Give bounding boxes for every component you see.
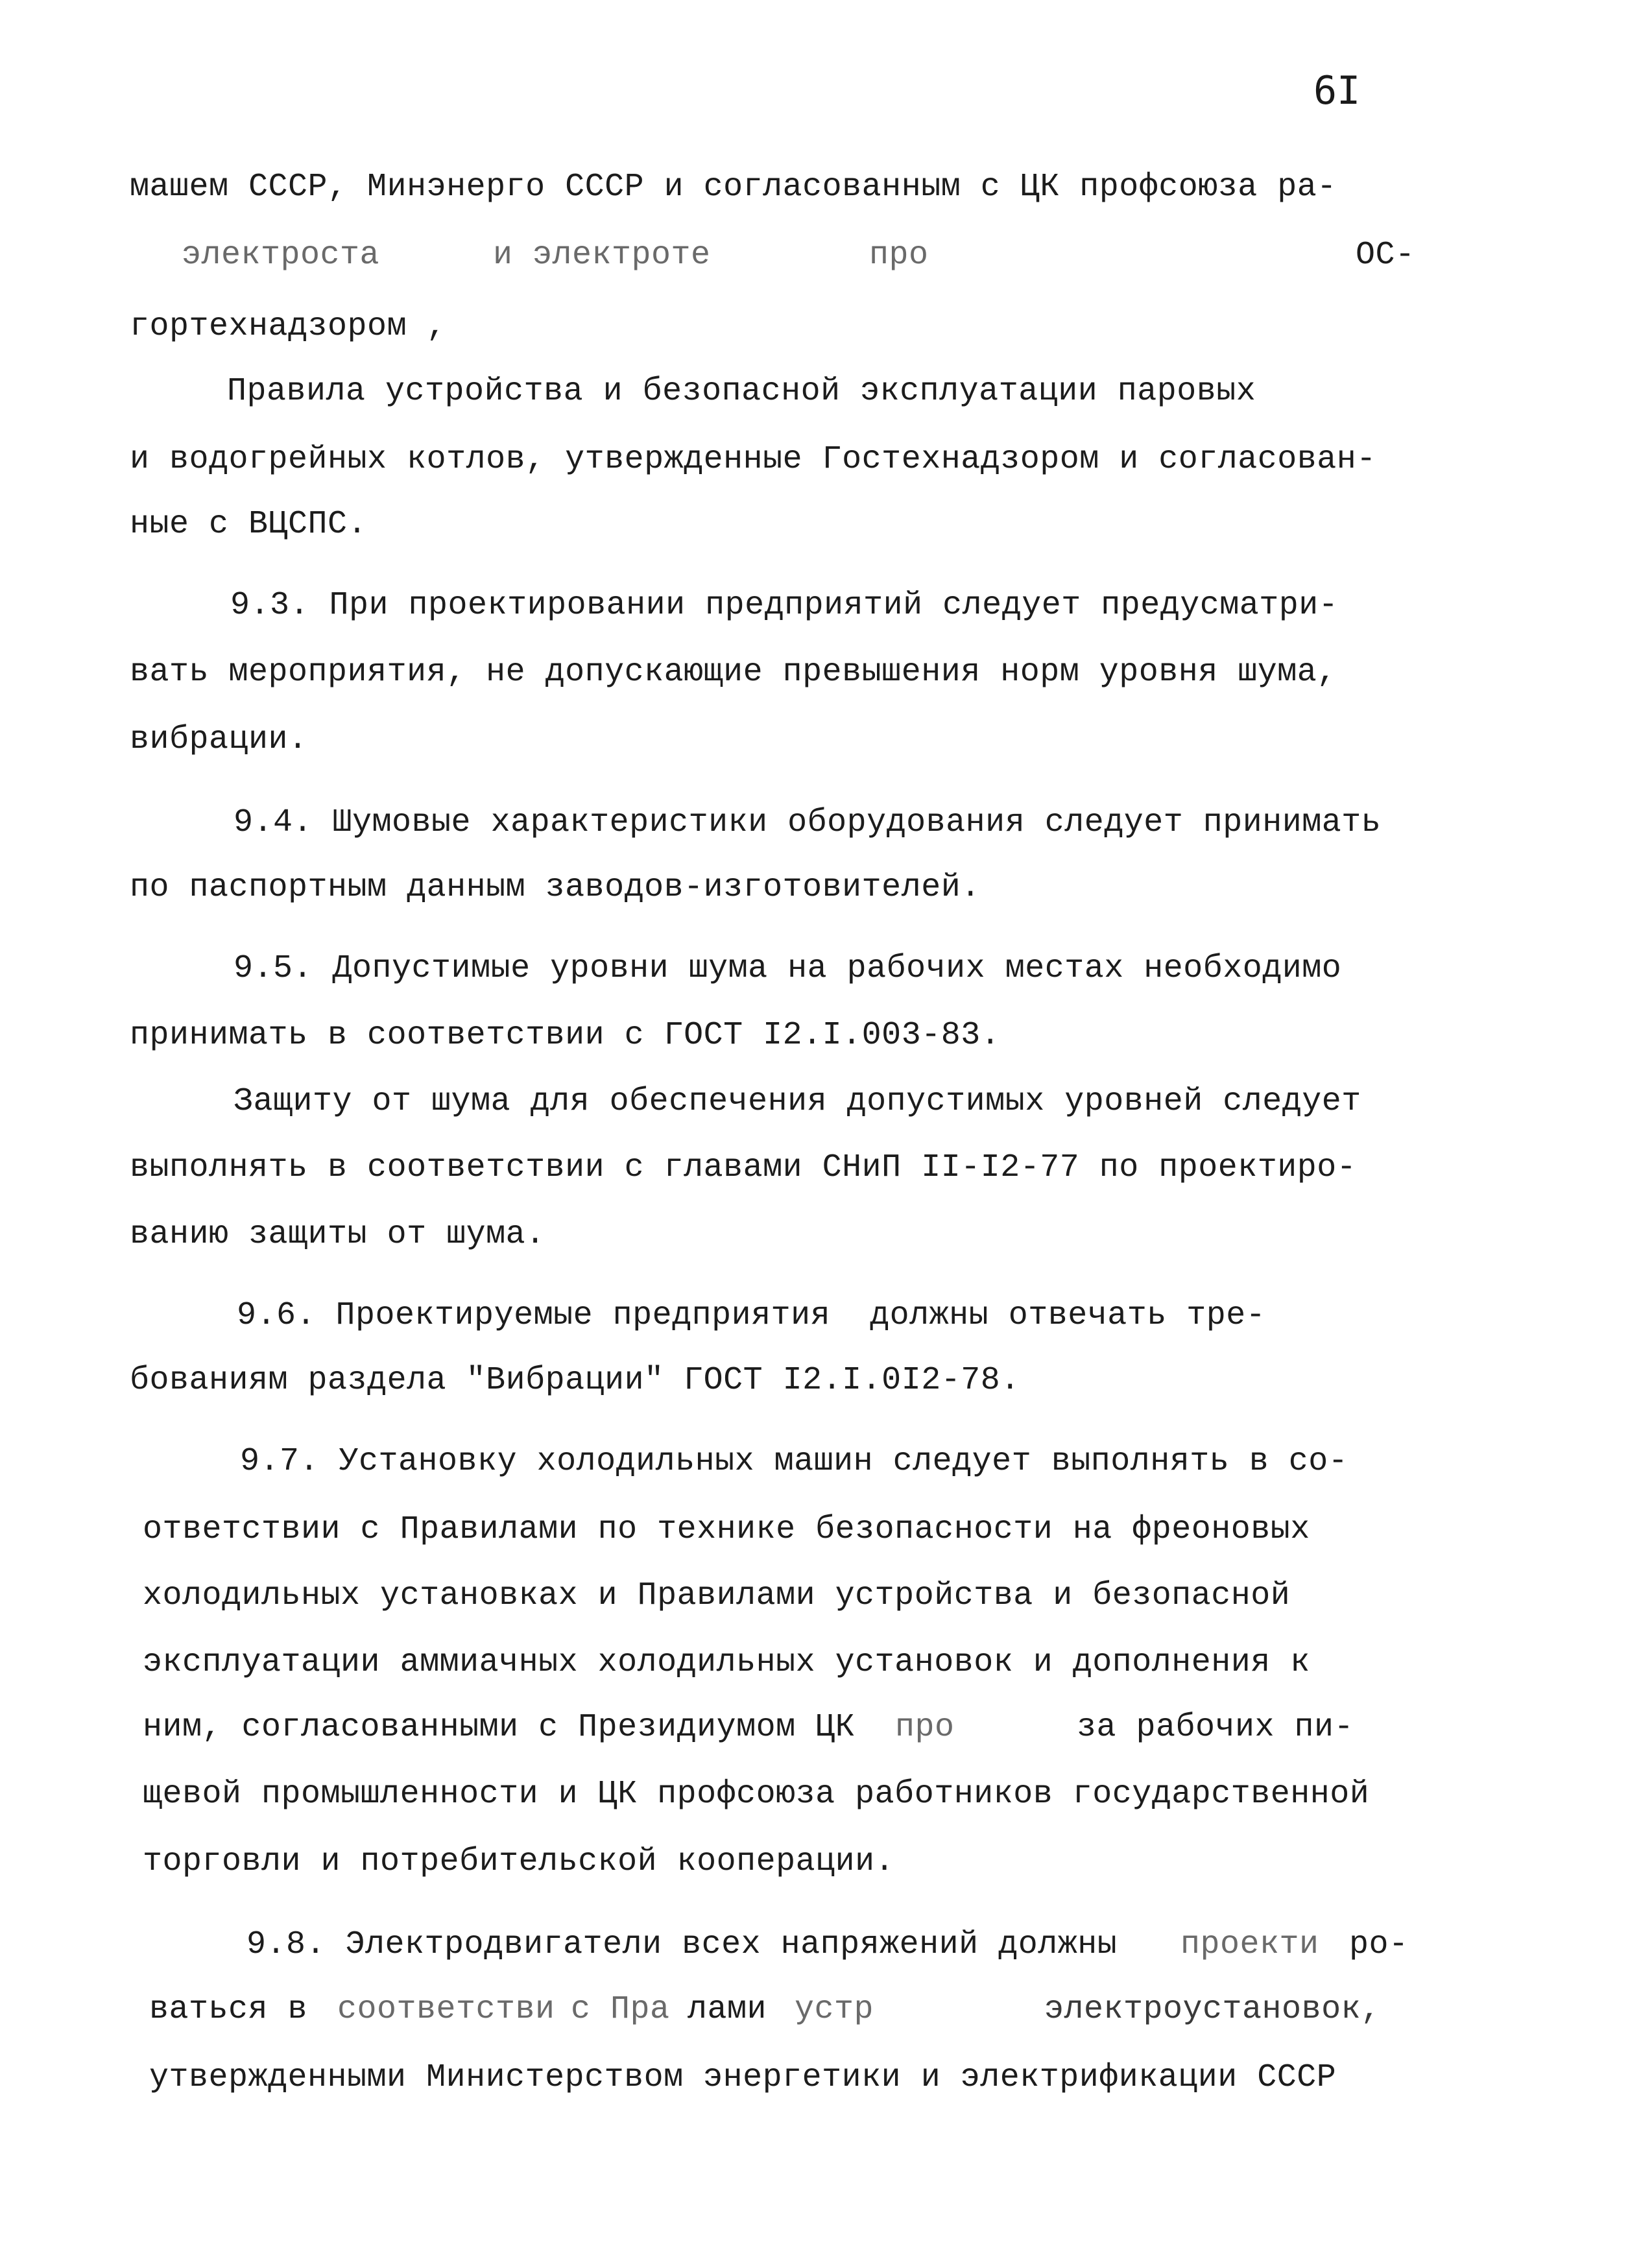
text-line-2-fragment-c: про: [869, 237, 929, 274]
section-9-6-line-2: бованиям раздела "Вибрации" ГОСТ I2.I.0I2-78.: [130, 1362, 1020, 1399]
section-9-7-line-5-fragment: про: [895, 1709, 955, 1746]
section-9-8-line-1-fragment-b: ро-: [1349, 1926, 1409, 1963]
section-9-8-line-2-fragment-d: электроустановок,: [1044, 1991, 1381, 2028]
section-9-7-line-7: торговли и потребительской кооперации.: [143, 1843, 895, 1880]
text-line-2-fragment-a: электроста: [182, 237, 380, 274]
section-9-8-line-2-mid: лами: [688, 1991, 767, 2028]
text-line-5: и водогрейных котлов, утвержденные Гостехнадзором и согласован-: [130, 441, 1376, 478]
section-9-5-line-1: 9.5. Допустимые уровни шума на рабочих местах необходимо: [234, 950, 1342, 987]
section-9-3-line-1: 9.3. При проектировании предприятий следует предусматри-: [230, 587, 1339, 624]
noise-protection-line-1: Защиту от шума для обеспечения допустимых уровней следует: [234, 1083, 1361, 1120]
text-line-2-end: ОС-: [1356, 237, 1415, 274]
section-9-7-line-5a: ним, согласованными с Президиумом ЦК: [143, 1709, 856, 1746]
section-9-8-line-2-fragment-c: устр: [795, 1991, 874, 2028]
section-9-3-line-2: вать мероприятия, не допускающие превышения норм уровня шума,: [130, 654, 1337, 691]
text-line-3: гортехнадзором ,: [130, 308, 447, 345]
text-line-1: машем СССР, Минэнерго СССР и согласованным с ЦК профсоюза ра-: [130, 169, 1337, 206]
section-9-7-line-3: холодильных установках и Правилами устройства и безопасной: [143, 1577, 1291, 1614]
section-9-8-line-2-start: ваться в: [149, 1991, 308, 2028]
page-number: 6I: [1313, 68, 1361, 113]
section-9-8-line-2-fragment-b: с Пра: [571, 1991, 670, 2028]
section-9-5-line-2: принимать в соответствии с ГОСТ I2.I.003-83.: [130, 1017, 1001, 1054]
section-9-4-line-1: 9.4. Шумовые характеристики оборудования следует принимать: [234, 804, 1382, 841]
section-9-6-line-1: 9.6. Проектируемые предприятия должны отвечать тре-: [237, 1297, 1266, 1334]
section-9-7-line-1: 9.7. Установку холодильных машин следует выполнять в со-: [240, 1443, 1348, 1480]
section-9-4-line-2: по паспортным данным заводов-изготовителей.: [130, 869, 981, 906]
text-line-2-fragment-b: и электроте: [493, 237, 711, 274]
section-9-7-line-5b: за рабочих пи-: [1077, 1709, 1354, 1746]
text-line-6: ные с ВЦСПС.: [130, 506, 368, 543]
noise-protection-line-3: ванию защиты от шума.: [130, 1216, 545, 1253]
section-9-3-line-3: вибрации.: [130, 721, 308, 758]
section-9-7-line-6: щевой промышленности и ЦК профсоюза работников государственной: [143, 1776, 1370, 1813]
noise-protection-line-2: выполнять в соответствии с главами СНиП II-I2-77 по проектиро-: [130, 1149, 1357, 1186]
section-9-8-line-2-fragment-a: соответстви: [337, 1991, 555, 2028]
section-9-7-line-4: эксплуатации аммиачных холодильных установок и дополнения к: [143, 1644, 1310, 1681]
text-line-4: Правила устройства и безопасной эксплуатации паровых: [227, 373, 1256, 410]
section-9-8-line-1-fragment-a: проекти: [1180, 1926, 1319, 1963]
section-9-7-line-2: ответствии с Правилами по технике безопасности на фреоновых: [143, 1511, 1310, 1548]
section-9-8-line-1: 9.8. Электродвигатели всех напряжений должны: [246, 1926, 1118, 1963]
section-9-8-line-3: утвержденными Министерством энергетики и электрификации СССР: [149, 2059, 1337, 2096]
